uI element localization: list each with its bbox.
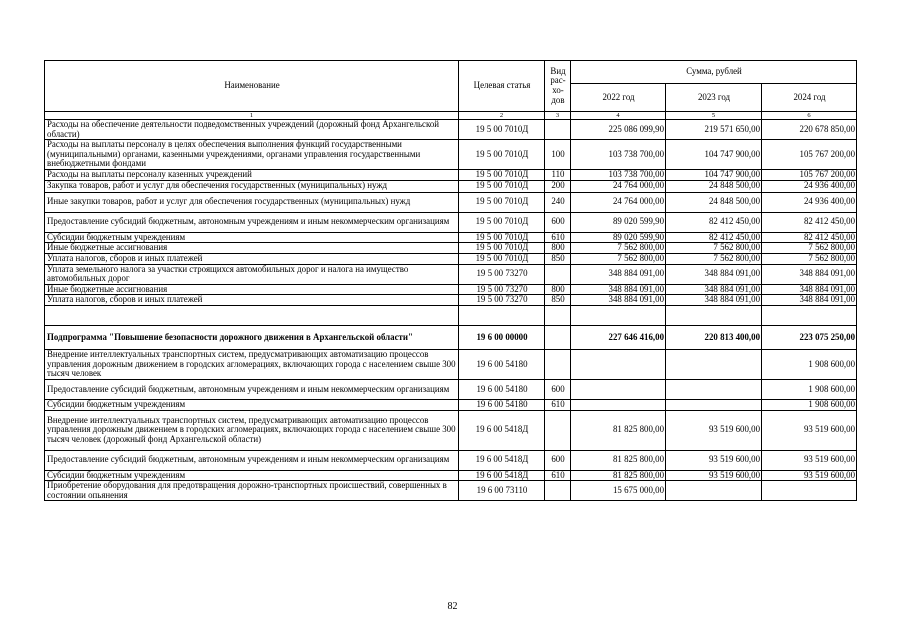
row-vid: 850 — [545, 295, 571, 306]
row-article: 19 5 00 73270 — [459, 284, 545, 295]
row-sum-2022: 103 738 700,00 — [571, 140, 666, 170]
row-sum-2023: 219 571 650,00 — [666, 120, 762, 140]
header-sum: Сумма, рублей — [571, 61, 857, 84]
row-vid: 100 — [545, 140, 571, 170]
row-sum-2024: 24 936 400,00 — [762, 180, 857, 192]
row-name: Субсидии бюджетным учреждениям — [45, 399, 459, 410]
table-row — [45, 120, 857, 140]
row-sum-2023 — [666, 399, 762, 410]
row-sum-2024: 1 908 600,00 — [762, 399, 857, 410]
table-row — [45, 295, 857, 306]
row-article: 19 6 00 5418Д — [459, 450, 545, 470]
row-article: 19 5 00 73270 — [459, 295, 545, 306]
row-sum-2024: 7 562 800,00 — [762, 243, 857, 254]
row-article: 19 6 00 54180 — [459, 349, 545, 379]
table-row — [45, 264, 857, 284]
row-name: Приобретение оборудования для предотвращения дорожно-транспортных происшествий, совершенных в состоянии опьянения — [45, 481, 459, 501]
table-row — [45, 325, 857, 349]
row-sum-2022: 81 825 800,00 — [571, 410, 666, 450]
header-name: Наименование — [45, 61, 459, 112]
row-sum-2024: 348 884 091,00 — [762, 264, 857, 284]
row-name: Уплата земельного налога за участки строящихся автомобильных дорог и налога на имущество автомобильных дорог — [45, 264, 459, 284]
row-article: 19 6 00 54180 — [459, 379, 545, 399]
row-article: 19 5 00 7010Д — [459, 232, 545, 243]
row-name: Подпрограмма "Повышение безопасности дорожного движения в Архангельской области" — [45, 325, 459, 349]
table-header — [45, 61, 857, 120]
row-sum-2023: 7 562 800,00 — [666, 253, 762, 264]
row-sum-2022: 24 764 000,00 — [571, 192, 666, 212]
row-article: 19 5 00 7010Д — [459, 243, 545, 254]
budget-table — [44, 60, 857, 501]
row-vid: 110 — [545, 170, 571, 181]
row-sum-2022: 227 646 416,00 — [571, 325, 666, 349]
row-vid — [545, 481, 571, 501]
row-sum-2022: 15 675 000,00 — [571, 481, 666, 501]
header-vid: Вид рас-хо-дов — [545, 61, 571, 112]
column-number: 2 — [459, 112, 545, 120]
row-vid: 850 — [545, 253, 571, 264]
row-article: 19 5 00 7010Д — [459, 170, 545, 181]
row-name: Расходы на выплаты персоналу в целях обеспечения выполнения функций государственными (муниципальными) органами, казенными учреждениями, органами управления государственными внебюджетными фондами — [45, 140, 459, 170]
row-vid — [545, 305, 571, 325]
row-vid — [545, 325, 571, 349]
row-sum-2023 — [666, 349, 762, 379]
row-sum-2023: 24 848 500,00 — [666, 192, 762, 212]
row-sum-2024: 105 767 200,00 — [762, 170, 857, 181]
row-sum-2024 — [762, 305, 857, 325]
row-sum-2024: 1 908 600,00 — [762, 349, 857, 379]
table-row — [45, 243, 857, 254]
row-sum-2022: 103 738 700,00 — [571, 170, 666, 181]
row-sum-2024: 220 678 850,00 — [762, 120, 857, 140]
row-vid: 610 — [545, 232, 571, 243]
row-sum-2022: 81 825 800,00 — [571, 470, 666, 481]
row-article: 19 6 00 73110 — [459, 481, 545, 501]
table-row — [45, 232, 857, 243]
row-vid — [545, 264, 571, 284]
row-name: Внедрение интеллектуальных транспортных систем, предусматривающих автоматизацию процессов управления дорожным движением в городских агломерациях, включающих города с населением свыше 300 тысяч человек — [45, 349, 459, 379]
row-name: Закупка товаров, работ и услуг для обеспечения государственных (муниципальных) нужд — [45, 180, 459, 192]
row-name: Предоставление субсидий бюджетным, автономным учреждениям и иным некоммерческим организациям — [45, 212, 459, 232]
row-sum-2024: 24 936 400,00 — [762, 192, 857, 212]
table-row — [45, 379, 857, 399]
row-sum-2023: 24 848 500,00 — [666, 180, 762, 192]
column-number: 6 — [762, 112, 857, 120]
row-sum-2023: 348 884 091,00 — [666, 264, 762, 284]
row-sum-2022: 81 825 800,00 — [571, 450, 666, 470]
column-number: 1 — [45, 112, 459, 120]
row-sum-2024: 7 562 800,00 — [762, 253, 857, 264]
row-vid — [545, 120, 571, 140]
row-sum-2024: 82 412 450,00 — [762, 212, 857, 232]
row-name: Расходы на обеспечение деятельности подведомственных учреждений (дорожный фонд Архангельской области) — [45, 120, 459, 140]
header-year-2023: 2023 год — [666, 84, 762, 112]
row-vid — [545, 349, 571, 379]
row-sum-2022: 7 562 800,00 — [571, 243, 666, 254]
row-name: Субсидии бюджетным учреждениям — [45, 470, 459, 481]
row-article — [459, 305, 545, 325]
row-sum-2023 — [666, 481, 762, 501]
row-sum-2024: 348 884 091,00 — [762, 284, 857, 295]
row-sum-2022 — [571, 349, 666, 379]
row-sum-2023: 93 519 600,00 — [666, 470, 762, 481]
header-article: Целевая статья — [459, 61, 545, 112]
table-row — [45, 212, 857, 232]
row-sum-2023: 93 519 600,00 — [666, 450, 762, 470]
row-sum-2023 — [666, 379, 762, 399]
row-sum-2024: 1 908 600,00 — [762, 379, 857, 399]
row-name: Предоставление субсидий бюджетным, автономным учреждениям и иным некоммерческим организациям — [45, 379, 459, 399]
row-sum-2024: 223 075 250,00 — [762, 325, 857, 349]
row-sum-2023: 104 747 900,00 — [666, 170, 762, 181]
column-number-row — [45, 112, 857, 120]
row-name: Расходы на выплаты персоналу казенных учреждений — [45, 170, 459, 181]
row-sum-2022 — [571, 305, 666, 325]
row-sum-2022: 89 020 599,90 — [571, 232, 666, 243]
table-row — [45, 305, 857, 325]
row-sum-2023: 348 884 091,00 — [666, 295, 762, 306]
row-sum-2022: 225 086 099,90 — [571, 120, 666, 140]
row-article: 19 5 00 7010Д — [459, 140, 545, 170]
row-vid: 600 — [545, 379, 571, 399]
row-name: Уплата налогов, сборов и иных платежей — [45, 295, 459, 306]
row-sum-2022 — [571, 399, 666, 410]
row-sum-2023: 93 519 600,00 — [666, 410, 762, 450]
row-name: Иные закупки товаров, работ и услуг для обеспечения государственных (муниципальных) нужд — [45, 192, 459, 212]
table-row — [45, 140, 857, 170]
row-article: 19 5 00 73270 — [459, 264, 545, 284]
row-name: Иные бюджетные ассигнования — [45, 284, 459, 295]
row-vid: 800 — [545, 284, 571, 295]
row-article: 19 6 00 00000 — [459, 325, 545, 349]
row-sum-2023: 220 813 400,00 — [666, 325, 762, 349]
row-sum-2023 — [666, 305, 762, 325]
row-sum-2024: 82 412 450,00 — [762, 232, 857, 243]
row-sum-2023: 348 884 091,00 — [666, 284, 762, 295]
column-number: 5 — [666, 112, 762, 120]
row-name: Уплата налогов, сборов и иных платежей — [45, 253, 459, 264]
table-row — [45, 410, 857, 450]
row-vid: 200 — [545, 180, 571, 192]
row-vid: 600 — [545, 450, 571, 470]
table-row — [45, 253, 857, 264]
row-name: Предоставление субсидий бюджетным, автономным учреждениям и иным некоммерческим организациям — [45, 450, 459, 470]
table-row — [45, 180, 857, 192]
row-name: Субсидии бюджетным учреждениям — [45, 232, 459, 243]
row-sum-2022: 348 884 091,00 — [571, 284, 666, 295]
row-vid — [545, 410, 571, 450]
row-article: 19 6 00 5418Д — [459, 410, 545, 450]
row-vid: 800 — [545, 243, 571, 254]
row-sum-2022 — [571, 379, 666, 399]
row-article: 19 5 00 7010Д — [459, 180, 545, 192]
row-vid: 610 — [545, 399, 571, 410]
row-sum-2023: 82 412 450,00 — [666, 212, 762, 232]
row-vid: 610 — [545, 470, 571, 481]
row-sum-2024: 93 519 600,00 — [762, 450, 857, 470]
row-sum-2022: 348 884 091,00 — [571, 295, 666, 306]
table-row — [45, 450, 857, 470]
row-vid: 240 — [545, 192, 571, 212]
row-article: 19 5 00 7010Д — [459, 253, 545, 264]
row-article: 19 5 00 7010Д — [459, 120, 545, 140]
row-sum-2022: 89 020 599,90 — [571, 212, 666, 232]
table-body — [45, 120, 857, 501]
row-sum-2024: 348 884 091,00 — [762, 295, 857, 306]
column-number: 4 — [571, 112, 666, 120]
row-name: Иные бюджетные ассигнования — [45, 243, 459, 254]
table-row — [45, 481, 857, 501]
table-row — [45, 284, 857, 295]
row-sum-2024: 105 767 200,00 — [762, 140, 857, 170]
row-vid: 600 — [545, 212, 571, 232]
row-sum-2024: 93 519 600,00 — [762, 470, 857, 481]
header-year-2022: 2022 год — [571, 84, 666, 112]
header-year-2024: 2024 год — [762, 84, 857, 112]
row-sum-2023: 104 747 900,00 — [666, 140, 762, 170]
row-article: 19 6 00 54180 — [459, 399, 545, 410]
column-number: 3 — [545, 112, 571, 120]
row-sum-2024: 93 519 600,00 — [762, 410, 857, 450]
row-sum-2022: 7 562 800,00 — [571, 253, 666, 264]
row-sum-2022: 348 884 091,00 — [571, 264, 666, 284]
row-article: 19 5 00 7010Д — [459, 212, 545, 232]
row-article: 19 5 00 7010Д — [459, 192, 545, 212]
page-number: 82 — [447, 601, 458, 612]
table-row — [45, 170, 857, 181]
row-sum-2023: 7 562 800,00 — [666, 243, 762, 254]
row-sum-2024 — [762, 481, 857, 501]
row-name — [45, 305, 459, 325]
row-name: Внедрение интеллектуальных транспортных систем, предусматривающих автоматизацию процессов управления дорожным движением в городских агломерациях, включающих города с населением свыше 300 тысяч человек (дорожный фонд Архангельской области) — [45, 410, 459, 450]
row-article: 19 6 00 5418Д — [459, 470, 545, 481]
table-row — [45, 470, 857, 481]
row-sum-2022: 24 764 000,00 — [571, 180, 666, 192]
row-sum-2023: 82 412 450,00 — [666, 232, 762, 243]
table-row — [45, 399, 857, 410]
table-row — [45, 192, 857, 212]
table-row — [45, 349, 857, 379]
